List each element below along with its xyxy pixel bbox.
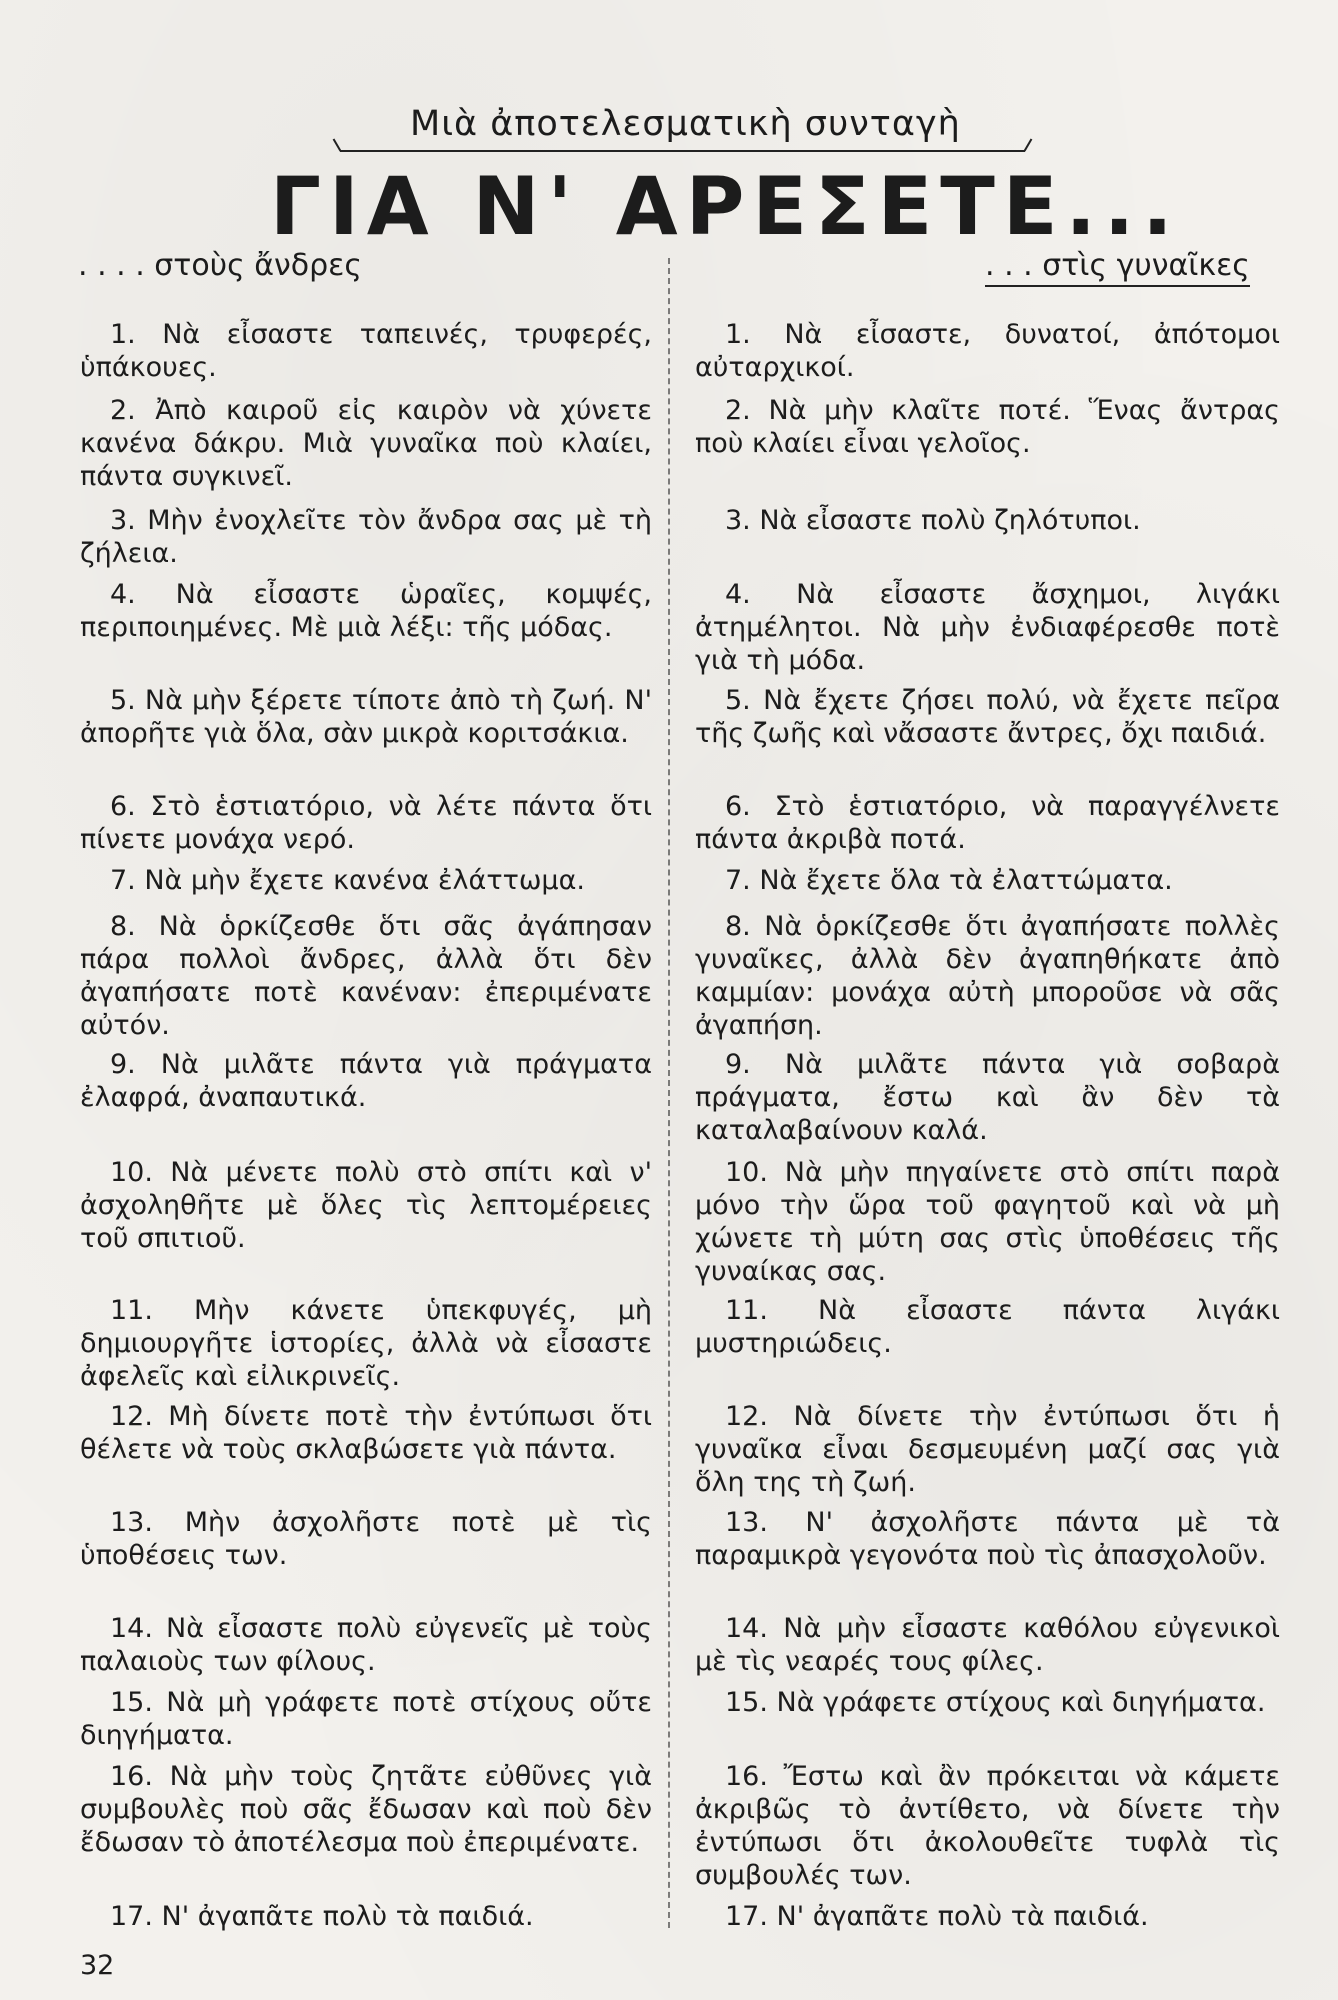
list-item: 9. Νὰ μιλᾶτε πάντα γιὰ σοβαρὰ πράγματα, ἔστω καὶ ἂν δὲν τὰ καταλαβαίνουν καλά.	[695, 1049, 1280, 1146]
list-item: 6. Στὸ ἑστιατόριο, νὰ λέτε πάντα ὅτι πίνετε μονάχα νερό.	[80, 791, 652, 855]
list-item: 7. Νὰ ἔχετε ὅλα τὰ ἐλαττώματα.	[725, 865, 1173, 896]
list-item: 16. Νὰ μὴν τοὺς ζητᾶτε εὐθῦνες γιὰ συμβουλὲς ποὺ σᾶς ἔδωσαν καὶ ποὺ δὲν ἔδωσαν τὸ ἀποτέλεσμα ποὺ ἐπεριμένατε.	[80, 1761, 652, 1858]
list-item: 3. Νὰ εἶσαστε πολὺ ζηλότυποι.	[725, 505, 1141, 536]
right-column-title: . . . στὶς γυναῖκες	[985, 248, 1250, 287]
list-item: 15. Νὰ γράφετε στίχους καὶ διηγήματα.	[725, 1687, 1266, 1718]
list-item: 17. Ν' ἀγαπᾶτε πολὺ τὰ παιδιά.	[110, 1901, 534, 1932]
list-item: 13. Μὴν ἀσχολῆστε ποτὲ μὲ τὶς ὑποθέσεις των.	[80, 1507, 652, 1571]
list-item: 6. Στὸ ἑστιατόριο, νὰ παραγγέλνετε πάντα ἀκριβὰ ποτά.	[695, 791, 1280, 855]
list-item: 7. Νὰ μὴν ἔχετε κανένα ἐλάττωμα.	[110, 865, 585, 896]
subtitle: Μιὰ ἀποτελεσματικὴ συνταγὴ	[410, 104, 961, 144]
list-item: 11. Μὴν κάνετε ὑπεκφυγές, μὴ δημιουργῆτε ἱστορίες, ἀλλὰ νὰ εἶσαστε ἀφελεῖς καὶ εἰλικρινεῖς.	[80, 1295, 652, 1392]
column-divider	[668, 258, 670, 1928]
list-item: 12. Νὰ δίνετε τὴν ἐντύπωσι ὅτι ἡ γυναῖκα εἶναι δεσμευμένη μαζί σας γιὰ ὅλη της τὴ ζωή.	[695, 1401, 1280, 1498]
list-item: 17. Ν' ἀγαπᾶτε πολὺ τὰ παιδιά.	[725, 1901, 1149, 1932]
list-item: 8. Νὰ ὁρκίζεσθε ὅτι ἀγαπήσατε πολλὲς γυναῖκες, ἀλλὰ δὲν ἀγαπηθήκατε ἀπὸ καμμίαν: μονάχα αὐτὴ μποροῦσε νὰ σᾶς ἀγαπήση.	[695, 911, 1280, 1041]
page-number: 32	[80, 1950, 115, 1981]
subtitle-block	[340, 98, 1030, 158]
list-item: 13. Ν' ἀσχολῆστε πάντα μὲ τὰ παραμικρὰ γεγονότα ποὺ τὶς ἀπασχολοῦν.	[695, 1507, 1280, 1571]
list-item: 11. Νὰ εἶσαστε πάντα λιγάκι μυστηριώδεις.	[695, 1295, 1280, 1359]
list-item: 1. Νὰ εἶσαστε, δυνατοί, ἀπότομοι αὐταρχικοί.	[695, 319, 1280, 383]
list-item: 8. Νὰ ὁρκίζεσθε ὅτι σᾶς ἀγάπησαν πάρα πολλοὶ ἄνδρες, ἀλλὰ ὅτι δὲν ἀγαπήσατε ποτὲ κανέναν: ἐπεριμένατε αὐτόν.	[80, 911, 652, 1041]
list-item: 5. Νὰ μὴν ξέρετε τίποτε ἀπὸ τὴ ζωή. Ν' ἀπορῆτε γιὰ ὅλα, σὰν μικρὰ κοριτσάκια.	[80, 685, 652, 749]
list-item: 15. Νὰ μὴ γράφετε ποτὲ στίχους οὔτε διηγήματα.	[80, 1687, 652, 1751]
page-title: ΓΙΑ Ν' ΑΡΕΣΕΤΕ...	[270, 160, 1181, 253]
subtitle-underline	[340, 150, 1025, 152]
list-item: 14. Νὰ εἶσαστε πολὺ εὐγενεῖς μὲ τοὺς παλαιοὺς των φίλους.	[80, 1613, 652, 1677]
list-item: 9. Νὰ μιλᾶτε πάντα γιὰ πράγματα ἐλαφρά, ἀναπαυτικά.	[80, 1049, 652, 1113]
list-item: 14. Νὰ μὴν εἶσαστε καθόλου εὐγενικοὶ μὲ τὶς νεαρές τους φίλες.	[695, 1613, 1280, 1677]
list-item: 5. Νὰ ἔχετε ζήσει πολύ, νὰ ἔχετε πεῖρα τῆς ζωῆς καὶ νἄσαστε ἄντρες, ὄχι παιδιά.	[695, 685, 1280, 749]
left-column-title: . . . . στοὺς ἄνδρες	[78, 248, 362, 283]
list-item: 4. Νὰ εἶσαστε ἄσχημοι, λιγάκι ἀτημέλητοι. Νὰ μὴν ἐνδιαφέρεσθε ποτὲ γιὰ τὴ μόδα.	[695, 579, 1280, 676]
list-item: 10. Νὰ μὴν πηγαίνετε στὸ σπίτι παρὰ μόνο τὴν ὥρα τοῦ φαγητοῦ καὶ νὰ μὴ χώνετε τὴ μύτη σας στὶς ὑποθέσεις τῆς γυναίκας σας.	[695, 1157, 1280, 1287]
list-item: 1. Νὰ εἶσαστε ταπεινές, τρυφερές, ὑπάκουες.	[80, 319, 652, 383]
list-item: 16. Ἔστω καὶ ἂν πρόκειται νὰ κάμετε ἀκριβῶς τὸ ἀντίθετο, νὰ δίνετε τὴν ἐντύπωσι ὅτι ἀκολουθεῖτε τυφλὰ τὶς συμβουλές των.	[695, 1761, 1280, 1891]
list-item: 3. Μὴν ἐνοχλεῖτε τὸν ἄνδρα σας μὲ τὴ ζήλεια.	[80, 505, 652, 569]
list-item: 4. Νὰ εἶσαστε ὡραῖες, κομψές, περιποιημένες. Μὲ μιὰ λέξι: τῆς μόδας.	[80, 579, 652, 643]
list-item: 2. Ἀπὸ καιροῦ εἰς καιρὸν νὰ χύνετε κανένα δάκρυ. Μιὰ γυναῖκα ποὺ κλαίει, πάντα συγκινεῖ.	[80, 395, 652, 492]
list-item: 2. Νὰ μὴν κλαῖτε ποτέ. Ἕνας ἄντρας ποὺ κλαίει εἶναι γελοῖος.	[695, 395, 1280, 459]
list-item: 12. Μὴ δίνετε ποτὲ τὴν ἐντύπωσι ὅτι θέλετε νὰ τοὺς σκλαβώσετε γιὰ πάντα.	[80, 1401, 652, 1465]
list-item: 10. Νὰ μένετε πολὺ στὸ σπίτι καὶ ν' ἀσχοληθῆτε μὲ ὅλες τὶς λεπτομέρειες τοῦ σπιτιοῦ.	[80, 1157, 652, 1254]
